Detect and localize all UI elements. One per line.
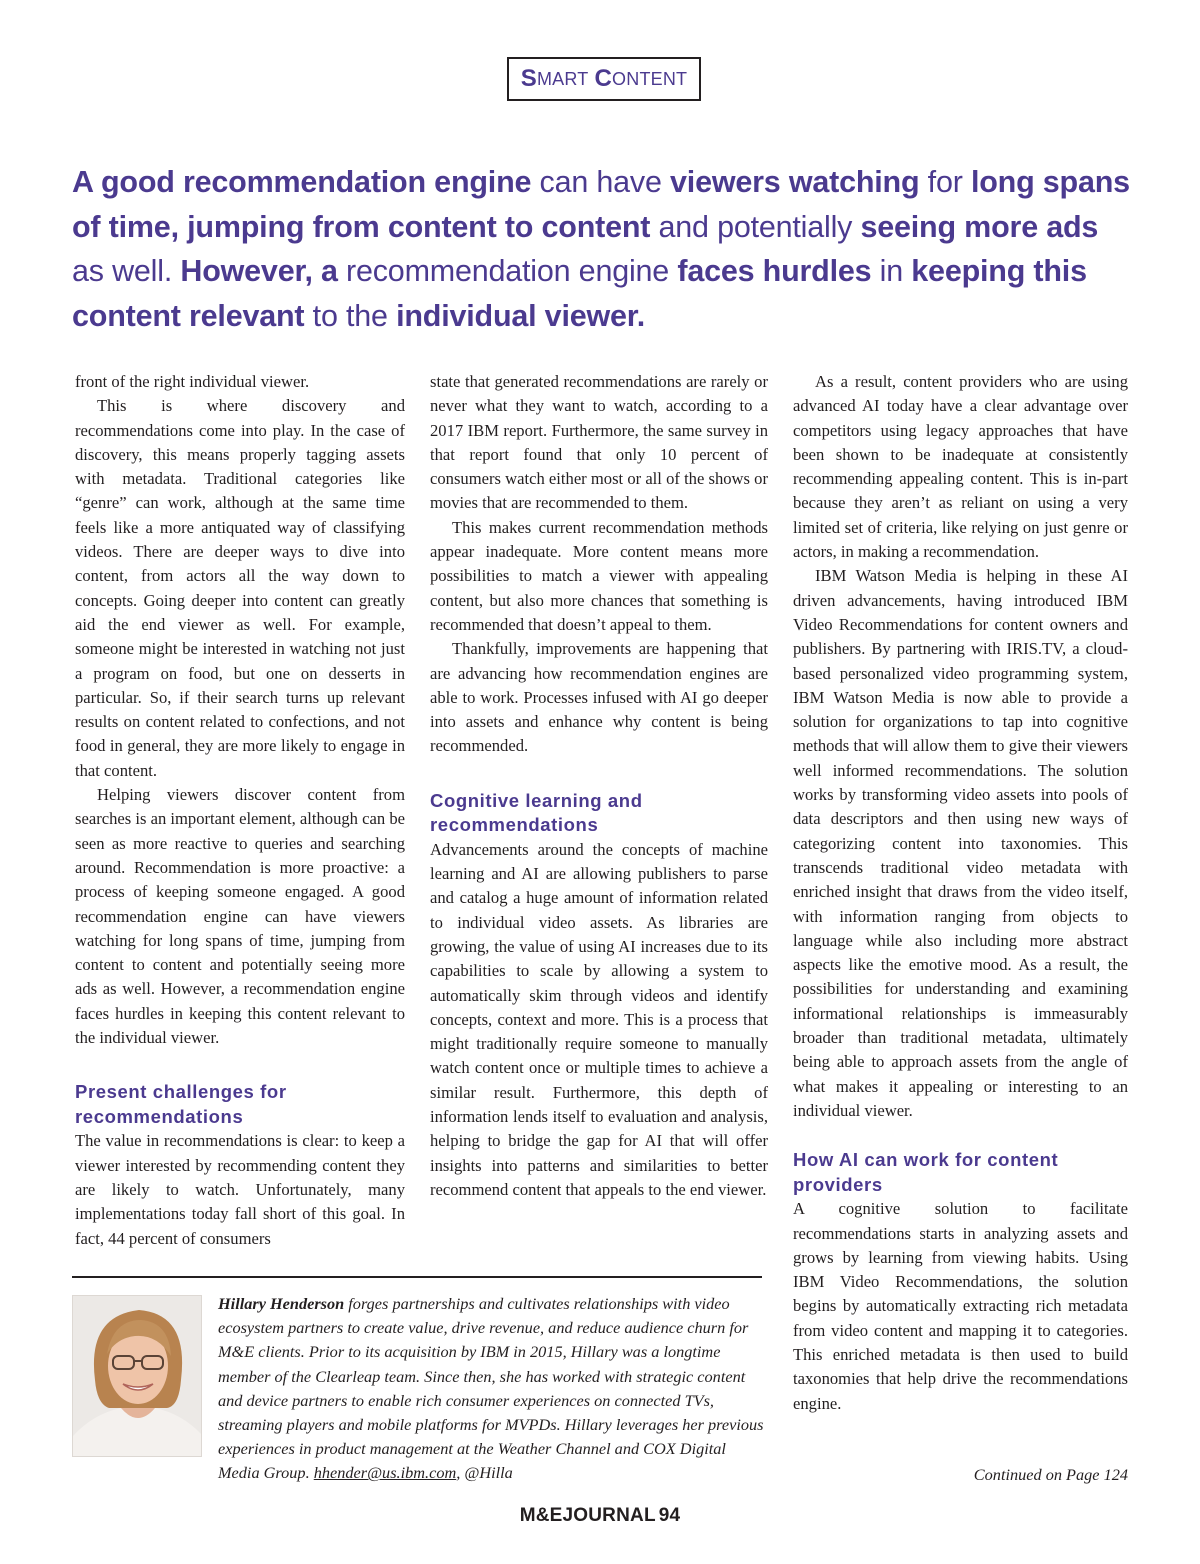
body-paragraph: IBM Watson Media is helping in these AI driven advancements, having introduced IBM Video Recommendations for content owners and publishers. By partnering with IRIS.TV, a cloud-based personalized video programming system, IBM Watson Media is now able to provide a solution for organizations to tap into cognitive methods that will allow them to give their viewers well informed recommendations. The solution works by transforming video assets into pools of data descriptors and then using new ways of categorizing content into taxonomies. This transcends traditional video metadata with enriched insight that draws from the video itself, with information ranging from objects to language while also including more abstract aspects like the emotive mood. As a result, the possibilities for understanding and examining informational relationships is immeasurably broader than traditional metadata, ultimately being able to approach assets from the angle of what makes it appealing or interesting to an individual viewer. xyxy=(793,566,1128,1120)
pull-quote xyxy=(72,160,1137,338)
author-portrait-icon xyxy=(73,1296,202,1457)
article-column-1 xyxy=(75,370,405,1251)
pull-quote-segment: viewers watching xyxy=(670,165,920,199)
body-paragraph: Helping viewers discover content from searches is an important element, although can be seen as more reactive to queries and searching around. Recommendation is more proactive: a process of keeping someone engaged. A good recommendation engine can have viewers watching for long spans of time, jumping from content to content and potentially seeing more ads as well. However, a recommendation engine faces hurdles in keeping this content relevant to the individual viewer. xyxy=(75,785,405,1048)
continued-on-page: Continued on Page 124 xyxy=(973,1465,1128,1484)
pull-quote-segment: in xyxy=(871,254,912,288)
pull-quote-segment: faces hurdles xyxy=(677,254,872,288)
pull-quote-segment: can have xyxy=(531,165,671,199)
body-paragraph: A cognitive solution to facilitate recommendations starts in analyzing assets and grows by learning from viewing habits. Using IBM Video Recommendations, the solution begins by automatically extracting rich metadata from video content and mapping it to categories. This enriched metadata is then used to build taxonomies that help drive the recommendations engine. xyxy=(793,1199,1128,1413)
page-number: 94 xyxy=(658,1505,681,1526)
pull-quote-segment: long spans of time, jumping from content to content xyxy=(72,165,1130,244)
body-paragraph: Thankfully, improvements are happening that are advancing how recommendation engines are able to work. Processes infused with AI go deeper into assets and enhance why content is being recommended. xyxy=(430,639,768,756)
section-label-rest-2: ONTENT xyxy=(612,68,688,89)
section-heading: Cognitive learning and recommendations xyxy=(430,789,643,836)
author-email-link[interactable]: hhender@us.ibm.com xyxy=(313,1463,457,1483)
section-heading: Present challenges for recommendations xyxy=(75,1081,287,1127)
author-handle: , @Hilla xyxy=(456,1463,513,1483)
section-heading: How AI can work for content providers xyxy=(793,1149,1059,1195)
article-column-2 xyxy=(430,370,768,1202)
section-label xyxy=(507,57,701,101)
pull-quote-segment: seeing more ads xyxy=(860,209,1099,244)
author-photo xyxy=(72,1295,202,1457)
pull-quote-segment: A good recommendation engine xyxy=(72,165,532,199)
body-paragraph: front of the right individual viewer. xyxy=(75,372,310,391)
pull-quote-segment: and potentially xyxy=(650,209,861,244)
pull-quote-segment: recommendation engine xyxy=(337,254,678,288)
body-paragraph: state that generated recommendations are rarely or never what they want to watch, according to a 2017 IBM report. Furthermore, the same survey in that report found that only 10 percent of consumers watch either most or all of the shows or movies that are recommended to them. xyxy=(430,372,768,513)
section-label-cap-1: S xyxy=(520,65,537,92)
pull-quote-segment: individual viewer. xyxy=(396,298,646,333)
section-label-cap-2: C xyxy=(594,65,613,92)
body-paragraph: Advancements around the concepts of machine learning and AI are allowing publishers to parse and catalog a huge amount of information related to individual video assets. As libraries are growing, the value of using AI increases due to its capabilities to scale by allowing a system to automatically skim through videos and identify concepts, context and more. This is a process that might traditionally require someone to manually watch content once or multiple times to achieve a similar result. Furthermore, this depth of information lends itself to evaluation and analysis, helping to bridge the gap for AI that will offer insights into patterns and similarities to better recommend content that appeals to the end viewer. xyxy=(430,839,768,1199)
body-paragraph: The value in recommendations is clear: to keep a viewer interested by recommending content they are likely to watch. Unfortunately, many implementations today fall short of this goal. In fact, 44 percent of consumers xyxy=(75,1131,405,1248)
pull-quote-segment: keeping this content relevant xyxy=(72,254,1087,333)
author-bio-text: forges partnerships and cultivates relationships with video ecosystem partners to create value, drive revenue, and reduce audience churn for M&E clients. Prior to its acquisition by IBM in 2015, Hillary was a longtime member of the Clearleap team. Since then, she has worked with strategic content and device partners to enable rich consumer experiences on connected TVs, streaming players and mobile platforms for MVPDs. Hillary leverages her previous experiences in product management at the Weather Channel and COX Digital Media Group. xyxy=(218,1294,764,1483)
page-footer xyxy=(400,1505,800,1527)
pull-quote-segment: as well. xyxy=(72,254,181,288)
article-column-3 xyxy=(793,370,1128,1416)
pull-quote-segment: for xyxy=(919,165,971,199)
body-paragraph: This is where discovery and recommendations come into play. In the case of discovery, this means properly tagging assets with metadata. Traditional categories like “genre” can work, although at the same time feels like a more antiquated way of classifying videos. There are deeper ways to dive into content, from actors all the way down to concepts. Going deeper into content can greatly aid the end viewer as well. For example, someone might be interested in watching not just a program on food, but one on desserts in particular. So, if their search turns up relevant results on content related to confections, and not food in general, they are more likely to engage in that content. xyxy=(75,396,405,780)
body-paragraph: This makes current recommendation methods appear inadequate. More content means more possibilities to match a viewer with appealing content, but also more chances that something is recommended that doesn’t appeal to them. xyxy=(430,517,768,634)
body-paragraph: As a result, content providers who are using advanced AI today have a clear advantage over competitors using legacy approaches that have been shown to be inadequate at consistently recommending appealing content. This is in-part because they aren’t as reliant on using a very limited set of criteria, like relying on just genre or actors, in making a recommendation. xyxy=(793,372,1128,562)
section-label-rest-1: MART xyxy=(536,68,589,89)
author-name: Hillary Henderson xyxy=(218,1294,345,1313)
bio-divider xyxy=(72,1276,762,1278)
author-bio xyxy=(218,1292,770,1486)
publication-name: M&EJOURNAL xyxy=(519,1505,656,1526)
pull-quote-segment: However, a xyxy=(180,254,338,288)
pull-quote-segment: to the xyxy=(304,298,397,333)
